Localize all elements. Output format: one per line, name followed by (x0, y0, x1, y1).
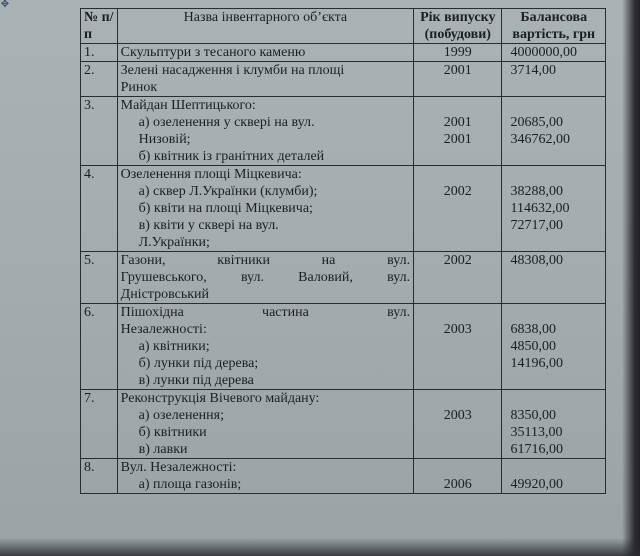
name-line: Низовій; (138, 132, 191, 147)
row-year (414, 44, 502, 62)
table-header-row (81, 9, 606, 44)
name-line: в) лавки (138, 442, 188, 457)
name-line: Озеленення площі Міцкевича: (120, 167, 302, 182)
table-row (81, 459, 606, 494)
name-line: б) квітник із гранітних деталей (138, 149, 325, 164)
row-num: 7. (81, 390, 118, 459)
name-line: Грушевського, вул. Валовий, вул. (120, 270, 411, 285)
name-line: Реконструкція Вічевого майдану: (120, 391, 320, 406)
row-cost (502, 62, 606, 97)
year-line: 1999 (443, 45, 472, 60)
name-line: Незалежності: (120, 322, 207, 337)
row-year (414, 166, 502, 252)
row-year (414, 97, 502, 166)
row-name (117, 97, 413, 166)
cost-line: 35113,00 (510, 425, 563, 440)
row-cost (502, 390, 606, 459)
name-line: Майдан Шептицького: (120, 98, 256, 113)
row-name (117, 304, 413, 390)
cost-line: 14196,00 (510, 356, 563, 371)
row-year (414, 459, 502, 494)
inventory-table (80, 8, 606, 494)
header-cost: Балансова вартість, грн (502, 9, 606, 44)
row-year (414, 304, 502, 390)
photo-edge-shadow (622, 0, 640, 556)
name-line: а) квітники; (138, 339, 210, 354)
cost-line: 3714,00 (510, 63, 556, 78)
cost-line: 8350,00 (510, 408, 556, 423)
table-row (81, 166, 606, 252)
table-row (81, 390, 606, 459)
name-line: Скульптури з тесаного каменю (120, 45, 306, 60)
row-name (117, 390, 413, 459)
name-line: а) озеленення у сквері на вул. (138, 115, 315, 130)
row-cost (502, 166, 606, 252)
row-num: 2. (81, 62, 118, 97)
row-cost (502, 459, 606, 494)
row-num: 3. (81, 97, 118, 166)
table-move-handle-icon: ✥ (0, 0, 10, 10)
year-line: 2001 (443, 115, 472, 130)
cost-line: 49920,00 (510, 477, 563, 492)
row-cost (502, 252, 606, 304)
table-row (81, 44, 606, 62)
cost-line: 61716,00 (510, 442, 563, 457)
year-line: 2002 (443, 253, 472, 268)
row-name (117, 252, 413, 304)
name-line: б) квітники (138, 425, 207, 440)
name-line: б) лунки під дерева; (138, 356, 259, 371)
cost-line: 4000000,00 (510, 45, 577, 60)
table-row (81, 304, 606, 390)
row-year (414, 62, 502, 97)
row-num: 6. (81, 304, 118, 390)
name-line: Дністровський (120, 287, 209, 302)
year-line: 2003 (443, 322, 472, 337)
row-num: 1. (81, 44, 118, 62)
year-line: 2002 (443, 184, 472, 199)
cost-line: 4850,00 (510, 339, 556, 354)
name-line: Ринок (120, 80, 158, 95)
name-line: Газони, квітники на вул. (120, 253, 411, 268)
name-line: в) квіти у сквері на вул. (138, 218, 279, 233)
cost-line: 38288,00 (510, 184, 563, 199)
row-cost (502, 44, 606, 62)
name-line: Зелені насадження і клумби на площі (120, 63, 345, 78)
row-name (117, 459, 413, 494)
cost-line: 20685,00 (510, 115, 563, 130)
table-row (81, 252, 606, 304)
year-line: 2001 (443, 132, 472, 147)
name-line: в) лунки під дерева (138, 373, 254, 388)
table-row (81, 97, 606, 166)
name-line: б) квіти на площі Міцкевича; (138, 201, 313, 216)
table-row (81, 62, 606, 97)
name-line: Вул. Незалежності: (120, 460, 237, 475)
cost-line: 6838,00 (510, 322, 556, 337)
header-name: Назва інвентарного об’єкта (117, 9, 413, 44)
row-num: 5. (81, 252, 118, 304)
row-num: 4. (81, 166, 118, 252)
name-line: а) озеленення; (138, 408, 224, 423)
cost-line: 48308,00 (510, 253, 563, 268)
row-name (117, 44, 413, 62)
photo-bottom-shadow (0, 538, 640, 556)
name-line: а) сквер Л.Українки (клумби); (138, 184, 318, 199)
cost-line: 114632,00 (510, 201, 570, 216)
row-year (414, 390, 502, 459)
name-line: Л.Українки; (138, 235, 210, 250)
header-year: Рік випуску (побудови) (414, 9, 502, 44)
row-year (414, 252, 502, 304)
name-line: Пішохідна частина вул. (120, 305, 411, 320)
row-name (117, 166, 413, 252)
year-line: 2003 (443, 408, 472, 423)
row-name (117, 62, 413, 97)
cost-line: 346762,00 (510, 132, 570, 147)
row-cost (502, 97, 606, 166)
row-cost (502, 304, 606, 390)
year-line: 2006 (443, 477, 472, 492)
row-num: 8. (81, 459, 118, 494)
header-num: № п/п (81, 9, 118, 44)
cost-line: 72717,00 (510, 218, 563, 233)
year-line: 2001 (443, 63, 472, 78)
name-line: а) площа газонів; (138, 477, 242, 492)
